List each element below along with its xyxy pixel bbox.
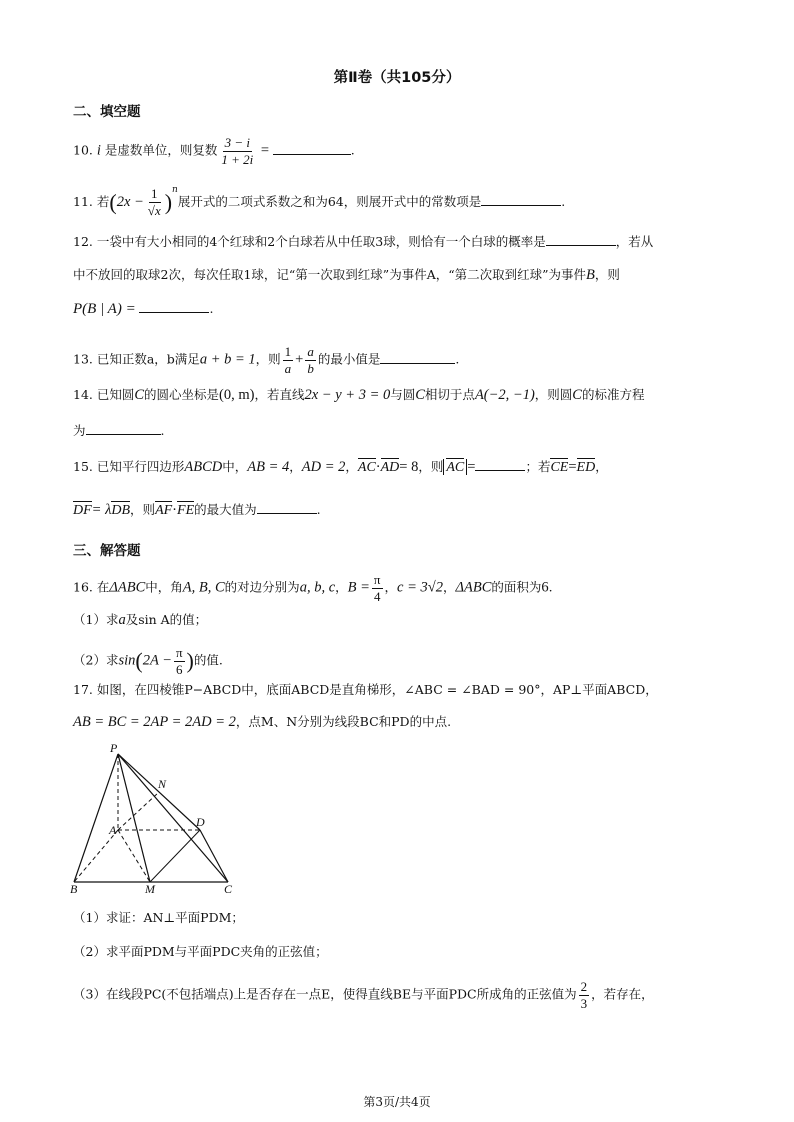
question-17-part3: （3）在线段PC(不包括端点)上是否存在一点E，使得直线BE与平面PDC所成角的正弦值为 $\frac{2}{3}$ ，若存在， [73, 979, 654, 1011]
edge-AN [118, 792, 159, 830]
answer-blank[interactable] [139, 311, 209, 313]
label-B: B [70, 882, 78, 894]
question-12-line3: P(B | A) = . [73, 301, 214, 317]
question-15-line1: 15. 已知平行四边形ABCD中，AB = 4，AD = 2，AC·AD= 8，则 AC = ；若CE=ED， [73, 459, 608, 475]
edge-AB [74, 830, 118, 882]
question-16-part2: （2）求sin(2A − $\frac{\pi}{6}$ )的值. [73, 645, 223, 677]
q10-fraction: $\frac{3 - i}{1 + 2i}$ [221, 135, 254, 167]
answer-blank[interactable] [380, 362, 455, 364]
question-17-part2: （2）求平面PDM与平面PDC夹角的正弦值； [73, 944, 328, 959]
question-14-line2: 为 . [73, 423, 165, 438]
answer-blank[interactable] [273, 153, 351, 155]
answer-blank[interactable] [481, 204, 561, 206]
q10-var: i [96, 142, 101, 159]
answer-blank[interactable] [475, 469, 525, 471]
q11-number: 11. 若 [73, 194, 110, 209]
q11-fraction: $\frac{1}{√x}$ [147, 186, 161, 218]
edge-MD [150, 830, 200, 882]
question-10: 10. i 是虚数单位，则复数 $\frac{3 - i}{1 + 2i}$ = . [73, 135, 355, 167]
question-17-line1: 17. 如图，在四棱锥P−ABCD中，底面ABCD是直角梯形，∠ABC = ∠BAD = 90°，AP⊥平面ABCD， [73, 682, 658, 697]
question-16-part1: （1）求a及sin A的值； [73, 612, 208, 628]
answer-blank[interactable] [86, 433, 161, 435]
q10-number: 10. [73, 142, 97, 158]
section-heading-fill-in: 二、填空题 [73, 104, 141, 120]
label-M: M [145, 882, 155, 894]
question-13: 13. 已知正数a，b满足a + b = 1，则 $\frac{1}{a}$ + $\frac{a}{b}$ 的最小值是 . [73, 344, 460, 376]
label-P: P [110, 742, 118, 755]
label-C: C [224, 882, 233, 894]
question-11: 11. 若(2x − $\frac{1}{√x}$ )$^n$展开式的二项式系数之和为64，则展开式中的常数项是 . [73, 185, 566, 218]
question-16: 16. 在ΔABC中，角A, B, C的对边分别为a, b, c，B = $\frac{\pi}{4}$ ，c = 3√2，ΔABC的面积为6. [73, 572, 553, 604]
section-heading-solutions: 三、解答题 [73, 543, 141, 559]
label-A: A [109, 823, 117, 837]
question-12-line1: 12. 一袋中有大小相同的4个红球和2个白球若从中任取3球，则恰有一个白球的概率是 ，若从 [73, 234, 654, 249]
page-title: 第Ⅱ卷（共105分） [333, 70, 461, 86]
edge-DC [200, 830, 228, 882]
answer-blank[interactable] [257, 512, 317, 514]
label-D: D [196, 815, 205, 829]
pyramid-figure [68, 742, 248, 894]
question-12-line2: 中不放回的取球2次，每次任取1球，记“第一次取到红球”为事件A，“第二次取到红球”为事件B，则 [73, 267, 620, 283]
label-N: N [158, 777, 167, 791]
q10-text: 是虚数单位，则复数 [100, 142, 218, 158]
question-17-part1: （1）求证：AN⊥平面PDM； [73, 910, 244, 925]
question-15-line2: DF= λDB，则AF·FE的最大值为 . [73, 502, 321, 518]
edge-PB [74, 754, 118, 882]
question-17-line2: AB = BC = 2AP = 2AD = 2，点M、N分别为线段BC和PD的中点. [73, 714, 452, 730]
question-14-line1: 14. 已知圆C的圆心坐标是(0, m)，若直线2x − y + 3 = 0与圆C相切于点A(−2, −1)，则圆C的标准方程 [73, 387, 645, 403]
q11-text: 展开式的二项式系数之和为64，则展开式中的常数项是 [177, 194, 482, 209]
page-footer: 第3页/共4页 [363, 1095, 431, 1109]
edge-AM [118, 830, 150, 882]
answer-blank[interactable] [546, 244, 616, 246]
